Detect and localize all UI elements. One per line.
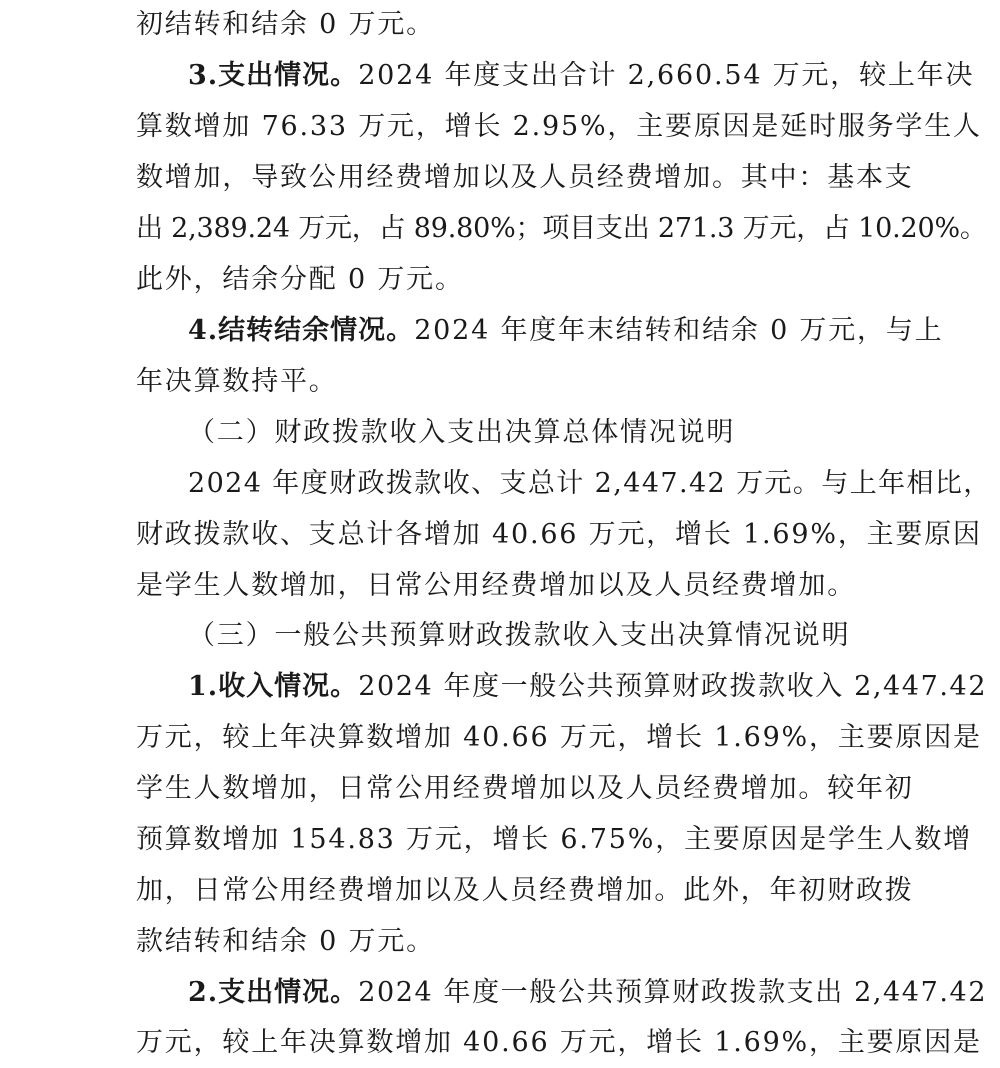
text-line: 财政拨款收、支总计各增加 40.66 万元，增长 1.69%，主要原因: [136, 519, 982, 550]
text-line: 出 2,389.24 万元，占 89.80%；项目支出 271.3 万元，占 10.20%。: [136, 213, 987, 244]
subsection-title: （二）财政拨款收入支出决算总体情况说明: [188, 417, 736, 448]
text-line: 算数增加 76.33 万元，增长 2.95%，主要原因是延时服务学生人: [136, 111, 982, 142]
text-line: 年决算数持平。: [136, 366, 338, 397]
text-line: 学生人数增加，日常公用经费增加以及人员经费增加。较年初: [136, 773, 914, 804]
section-heading: 1.收入情况。: [188, 671, 359, 702]
text-line: 此外，结余分配 0 万元。: [136, 264, 464, 295]
section-heading-line: 1.收入情况。2024 年度一般公共预算财政拨款收入 2,447.42: [188, 671, 988, 702]
section-heading-line: 2.支出情况。2024 年度一般公共预算财政拨款支出 2,447.42: [188, 977, 988, 1008]
section-heading-line: 3.支出情况。2024 年度支出合计 2,660.54 万元，较上年决: [188, 60, 975, 91]
subsection-title: （三）一般公共预算财政拨款收入支出决算情况说明: [188, 620, 851, 651]
text-line: 款结转和结余 0 万元。: [136, 926, 435, 957]
section-heading: 4.结转结余情况。: [188, 315, 415, 346]
text-line: 万元，较上年决算数增加 40.66 万元，增长 1.69%，主要原因是: [136, 722, 982, 753]
text-line: 万元，较上年决算数增加 40.66 万元，增长 1.69%，主要原因是: [136, 1027, 982, 1058]
text-line: 加，日常公用经费增加以及人员经费增加。此外，年初财政拨: [136, 875, 914, 906]
text-line: 数增加，导致公用经费增加以及人员经费增加。其中：基本支: [136, 162, 914, 193]
text-line: 2024 年度财政拨款收、支总计 2,447.42 万元。与上年相比，: [188, 468, 992, 499]
section-heading: 2.支出情况。: [188, 977, 359, 1008]
text-line: 预算数增加 154.83 万元，增长 6.75%，主要原因是学生人数增: [136, 824, 972, 855]
text-line: 初结转和结余 0 万元。: [136, 9, 435, 40]
section-heading-line: 4.结转结余情况。2024 年度年末结转和结余 0 万元，与上: [188, 315, 944, 346]
section-heading: 3.支出情况。: [188, 60, 359, 91]
text-line: 是学生人数增加，日常公用经费增加以及人员经费增加。: [136, 570, 856, 601]
